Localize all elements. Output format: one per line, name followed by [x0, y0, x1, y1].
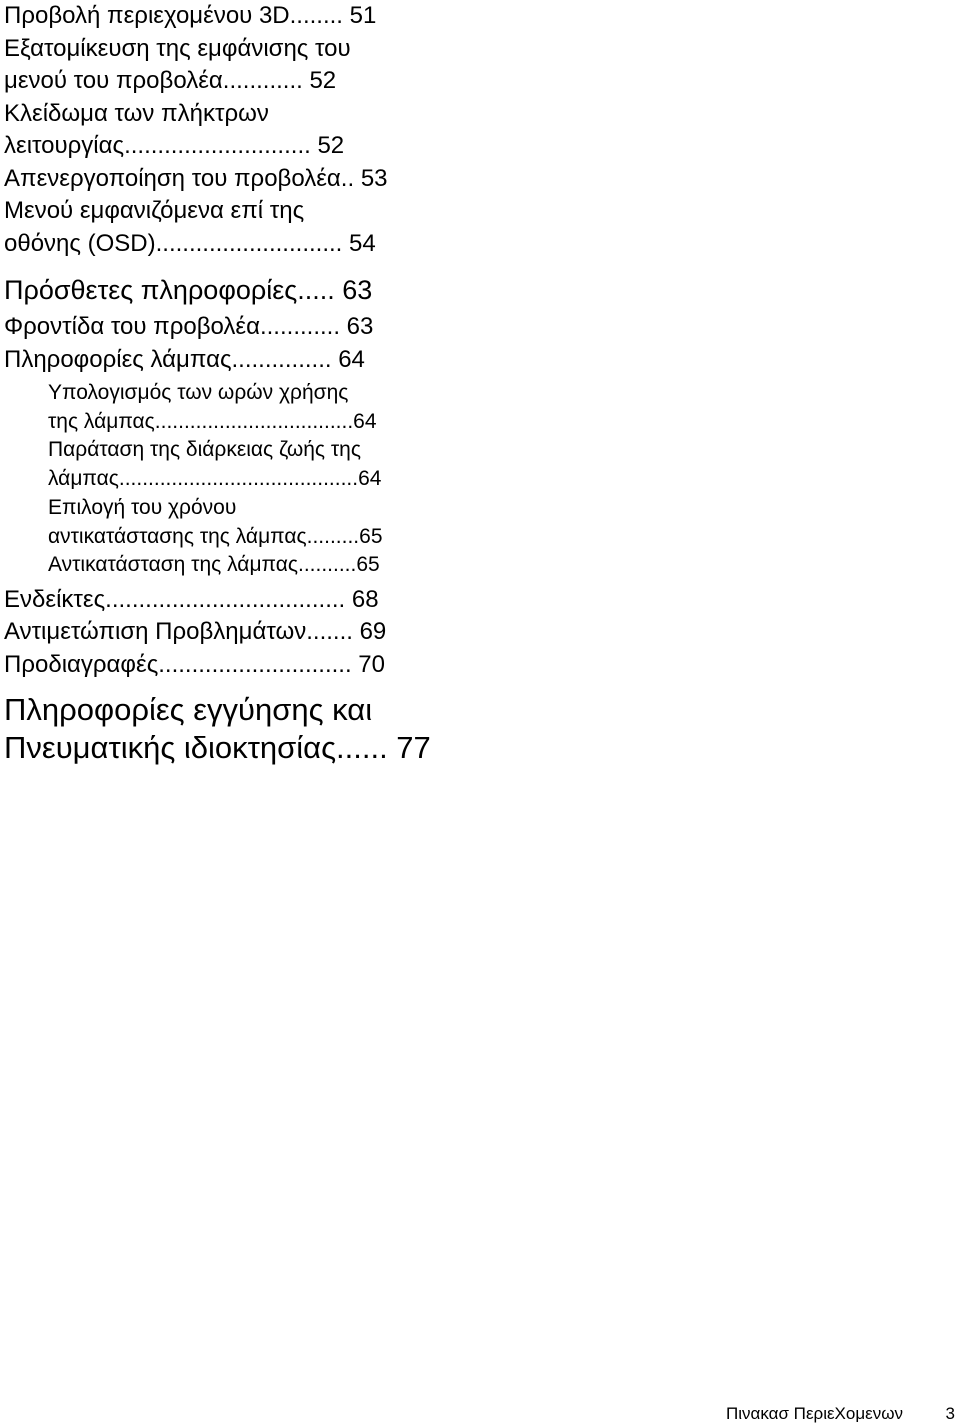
toc-entry-line: Υπολογισμός των ωρών χρήσης [48, 381, 349, 404]
toc-entry-line: Πρόσθετες πληροφορίες..... 63 [4, 275, 373, 305]
toc-entry-line: Απενεργοποίηση του προβολέα.. 53 [4, 164, 388, 192]
toc-entry-line: Μενού εμφανιζόμενα επί της [4, 197, 305, 224]
toc-entry[interactable] [4, 33, 438, 98]
toc-subentry[interactable] [4, 436, 438, 493]
table-of-contents [4, 0, 438, 767]
toc-entry-line: Παράταση της διάρκειας ζωής της [48, 438, 361, 462]
toc-entry-line: Προδιαγραφές............................. 70 [4, 650, 385, 678]
toc-entry-line: Πνευματικής ιδιοκτησίας...... 77 [4, 730, 431, 766]
toc-entry-line: μενού του προβολέα............ 52 [4, 67, 337, 94]
toc-entry-line: Κλείδωμα των πλήκτρων [4, 99, 269, 127]
toc-entry-line: λειτουργίας............................ 52 [4, 132, 345, 159]
toc-entry-line: λάμπας.........................................64 [48, 467, 382, 491]
toc-entry-line: Πληροφορίες εγγύησης και [4, 692, 373, 728]
toc-chapter-heading[interactable] [4, 691, 438, 767]
toc-entry-line: Πληροφορίες λάμπας............... 64 [4, 345, 365, 373]
toc-entry-line: αντικατάστασης της λάμπας.........65 [48, 524, 383, 548]
toc-section-heading[interactable] [4, 272, 438, 308]
toc-subentry[interactable] [4, 494, 438, 551]
toc-entry[interactable] [4, 616, 438, 649]
toc-entry[interactable] [4, 163, 438, 196]
toc-entry-line: Αντιμετώπιση Προβλημάτων....... 69 [4, 618, 387, 646]
toc-entry[interactable] [4, 311, 438, 344]
toc-subentry[interactable] [4, 551, 438, 580]
toc-entry-line: Εξατομίκευση της εμφάνισης του [4, 34, 351, 62]
toc-entry-line: Επιλογή του χρόνου [48, 495, 237, 519]
toc-entry[interactable] [4, 584, 438, 617]
toc-entry[interactable] [4, 344, 438, 377]
footer-title: Πινακασ ΠεριεΧομενων [725, 1404, 903, 1423]
toc-entry[interactable] [4, 0, 438, 33]
toc-entry[interactable] [4, 98, 438, 163]
toc-entry-line: Προβολή περιεχομένου 3D........ 51 [4, 2, 377, 29]
toc-entry[interactable] [4, 649, 438, 682]
toc-entry-line: Αντικατάσταση της λάμπας..........65 [48, 553, 380, 577]
toc-entry[interactable] [4, 195, 438, 260]
toc-entry-line: της λάμπας..................................64 [48, 409, 377, 433]
toc-subentry[interactable] [4, 379, 438, 436]
toc-entry-line: Ενδείκτες.................................... 68 [4, 585, 379, 613]
page-number: 3 [945, 1404, 955, 1423]
toc-entry-line: Φροντίδα του προβολέα............ 63 [4, 313, 374, 340]
toc-entry-line: οθόνης (OSD)............................ 54 [4, 229, 376, 257]
